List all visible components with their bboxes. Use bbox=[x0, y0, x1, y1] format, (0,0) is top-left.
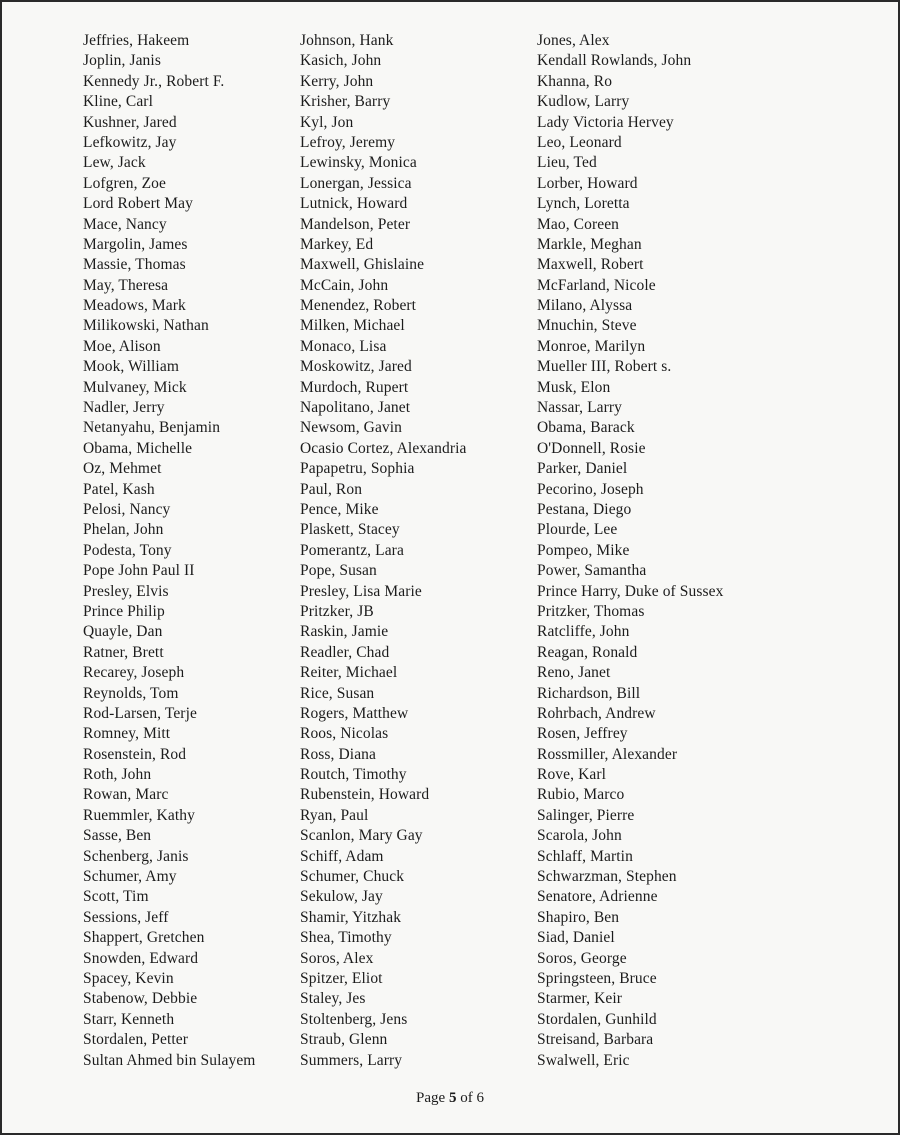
name-entry: Netanyahu, Benjamin bbox=[83, 419, 221, 437]
name-entry: Sultan Ahmed bin Sulayem bbox=[83, 1051, 256, 1069]
name-entry: Lord Robert May bbox=[83, 195, 193, 213]
name-entry: Pelosi, Nancy bbox=[83, 500, 171, 518]
name-row bbox=[2, 643, 898, 663]
name-entry: Rossmiller, Alexander bbox=[537, 745, 678, 763]
name-entry: Ocasio Cortez, Alexandria bbox=[300, 439, 467, 457]
name-entry: Rod-Larsen, Terje bbox=[83, 704, 197, 722]
name-entry: Stordalen, Petter bbox=[83, 1031, 189, 1049]
name-entry: Phelan, John bbox=[83, 521, 164, 539]
name-entry: Khanna, Ro bbox=[537, 72, 613, 90]
name-entry: Mace, Nancy bbox=[83, 215, 167, 233]
name-entry: Pestana, Diego bbox=[537, 500, 632, 518]
name-entry: Lady Victoria Hervey bbox=[537, 113, 674, 131]
name-entry: Swalwell, Eric bbox=[537, 1051, 630, 1069]
name-row bbox=[2, 194, 898, 214]
name-entry: McCain, John bbox=[300, 276, 389, 294]
name-row bbox=[2, 806, 898, 826]
name-entry: Shea, Timothy bbox=[300, 929, 392, 947]
name-entry: Monroe, Marilyn bbox=[537, 337, 646, 355]
name-row bbox=[2, 520, 898, 540]
name-entry: Paul, Ron bbox=[300, 480, 363, 498]
name-entry: Monaco, Lisa bbox=[300, 337, 387, 355]
name-row bbox=[2, 92, 898, 112]
name-entry: Rice, Susan bbox=[300, 684, 375, 702]
name-entry: Staley, Jes bbox=[300, 990, 366, 1008]
name-entry: Starr, Kenneth bbox=[83, 1010, 175, 1028]
name-entry: Stabenow, Debbie bbox=[83, 990, 198, 1008]
name-entry: Presley, Lisa Marie bbox=[300, 582, 422, 600]
name-entry: Raskin, Jamie bbox=[300, 623, 389, 641]
name-entry: Plaskett, Stacey bbox=[300, 521, 400, 539]
name-row bbox=[2, 602, 898, 622]
name-entry: Pritzker, Thomas bbox=[537, 602, 645, 620]
name-entry: Lefroy, Jeremy bbox=[300, 133, 396, 151]
name-entry: Soros, George bbox=[537, 949, 627, 967]
name-row bbox=[2, 133, 898, 153]
name-row bbox=[2, 724, 898, 744]
name-row bbox=[2, 72, 898, 92]
name-entry: Romney, Mitt bbox=[83, 725, 171, 743]
name-entry: Ross, Diana bbox=[300, 745, 377, 763]
name-entry: Mnuchin, Steve bbox=[537, 317, 637, 335]
name-entry: Sekulow, Jay bbox=[300, 888, 383, 906]
name-entry: Reagan, Ronald bbox=[537, 643, 638, 661]
name-entry: Schumer, Chuck bbox=[300, 868, 405, 886]
name-row bbox=[2, 684, 898, 704]
name-entry: Lynch, Loretta bbox=[537, 195, 630, 213]
page-current: 5 bbox=[448, 1090, 457, 1106]
name-entry: Ratner, Brett bbox=[83, 643, 164, 661]
name-entry: Lonergan, Jessica bbox=[300, 174, 412, 192]
name-entry: Recarey, Joseph bbox=[83, 664, 185, 682]
name-entry: Schumer, Amy bbox=[83, 868, 177, 886]
name-row bbox=[2, 500, 898, 520]
name-entry: Quayle, Dan bbox=[83, 623, 163, 641]
name-row bbox=[2, 847, 898, 867]
name-entry: Kushner, Jared bbox=[83, 113, 177, 131]
name-row bbox=[2, 1051, 898, 1071]
name-entry: Parker, Daniel bbox=[537, 460, 628, 478]
name-entry: Roos, Nicolas bbox=[300, 725, 389, 743]
name-row bbox=[2, 622, 898, 642]
name-entry: Markle, Meghan bbox=[537, 235, 642, 253]
name-entry: Pompeo, Mike bbox=[537, 541, 630, 559]
name-entry: Stordalen, Gunhild bbox=[537, 1010, 657, 1028]
name-entry: Murdoch, Rupert bbox=[300, 378, 409, 396]
name-row bbox=[2, 357, 898, 377]
name-row bbox=[2, 174, 898, 194]
name-entry: Massie, Thomas bbox=[83, 256, 186, 274]
name-entry: Scanlon, Mary Gay bbox=[300, 827, 423, 845]
name-row bbox=[2, 561, 898, 581]
name-entry: Kudlow, Larry bbox=[537, 93, 630, 111]
name-entry: Lefkowitz, Jay bbox=[83, 133, 177, 151]
name-entry: Kasich, John bbox=[300, 52, 382, 70]
name-entry: Rosen, Jeffrey bbox=[537, 725, 628, 743]
name-entry: Margolin, James bbox=[83, 235, 188, 253]
name-entry: Milano, Alyssa bbox=[537, 297, 633, 315]
name-row bbox=[2, 113, 898, 133]
name-entry: Pomerantz, Lara bbox=[300, 541, 404, 559]
name-row bbox=[2, 480, 898, 500]
name-entry: Joplin, Janis bbox=[83, 52, 161, 70]
name-row bbox=[2, 337, 898, 357]
name-row bbox=[2, 969, 898, 989]
name-entry: Snowden, Edward bbox=[83, 949, 199, 967]
name-entry: Obama, Barack bbox=[537, 419, 635, 437]
name-entry: Napolitano, Janet bbox=[300, 399, 411, 417]
name-entry: Readler, Chad bbox=[300, 643, 390, 661]
name-row bbox=[2, 439, 898, 459]
name-row bbox=[2, 765, 898, 785]
name-entry: Rogers, Matthew bbox=[300, 704, 409, 722]
name-row bbox=[2, 663, 898, 683]
name-entry: Patel, Kash bbox=[83, 480, 155, 498]
name-entry: Maxwell, Robert bbox=[537, 256, 644, 274]
name-entry: Leo, Leonard bbox=[537, 133, 622, 151]
name-entry: Kendall Rowlands, John bbox=[537, 52, 692, 70]
name-entry: Rosenstein, Rod bbox=[83, 745, 187, 763]
name-entry: Lutnick, Howard bbox=[300, 195, 408, 213]
name-entry: Nadler, Jerry bbox=[83, 399, 165, 417]
name-entry: Moskowitz, Jared bbox=[300, 358, 412, 376]
name-entry: O'Donnell, Rosie bbox=[537, 439, 646, 457]
name-entry: Mao, Coreen bbox=[537, 215, 620, 233]
name-entry: Podesta, Tony bbox=[83, 541, 172, 559]
name-row bbox=[2, 908, 898, 928]
name-entry: Oz, Mehmet bbox=[83, 460, 162, 478]
name-entry: Sessions, Jeff bbox=[83, 908, 169, 926]
name-row bbox=[2, 826, 898, 846]
name-entry: May, Theresa bbox=[83, 276, 169, 294]
name-entry: Rove, Karl bbox=[537, 766, 607, 784]
name-entry: Shappert, Gretchen bbox=[83, 929, 205, 947]
name-entry: Pope John Paul II bbox=[83, 562, 195, 580]
name-row bbox=[2, 541, 898, 561]
name-row bbox=[2, 949, 898, 969]
name-row bbox=[2, 276, 898, 296]
name-row bbox=[2, 785, 898, 805]
name-entry: Straub, Glenn bbox=[300, 1031, 388, 1049]
name-entry: Schiff, Adam bbox=[300, 847, 384, 865]
name-row bbox=[2, 745, 898, 765]
name-entry: Nassar, Larry bbox=[537, 399, 623, 417]
name-row bbox=[2, 887, 898, 907]
name-entry: Pope, Susan bbox=[300, 562, 377, 580]
name-entry: Pritzker, JB bbox=[300, 602, 374, 620]
name-entry: Menendez, Robert bbox=[300, 297, 417, 315]
name-entry: Prince Harry, Duke of Sussex bbox=[537, 582, 724, 600]
name-entry: Pence, Mike bbox=[300, 500, 379, 518]
page-number bbox=[2, 1090, 898, 1107]
page-middle: of bbox=[456, 1090, 477, 1106]
name-entry: Summers, Larry bbox=[300, 1051, 403, 1069]
name-entry: Kerry, John bbox=[300, 72, 374, 90]
name-entry: Soros, Alex bbox=[300, 949, 374, 967]
name-row bbox=[2, 296, 898, 316]
name-entry: Rohrbach, Andrew bbox=[537, 704, 656, 722]
name-row bbox=[2, 867, 898, 887]
name-entry: McFarland, Nicole bbox=[537, 276, 656, 294]
name-entry: Presley, Elvis bbox=[83, 582, 169, 600]
name-row bbox=[2, 255, 898, 275]
name-entry: Reiter, Michael bbox=[300, 664, 398, 682]
name-entry: Power, Samantha bbox=[537, 562, 647, 580]
name-entry: Jeffries, Hakeem bbox=[83, 32, 190, 49]
name-row bbox=[2, 316, 898, 336]
name-entry: Roth, John bbox=[83, 766, 152, 784]
name-row bbox=[2, 582, 898, 602]
name-entry: Richardson, Bill bbox=[537, 684, 641, 702]
name-entry: Maxwell, Ghislaine bbox=[300, 256, 425, 274]
name-entry: Springsteen, Bruce bbox=[537, 969, 657, 987]
name-row bbox=[2, 378, 898, 398]
name-entry: Scarola, John bbox=[537, 827, 622, 845]
name-entry: Shapiro, Ben bbox=[537, 908, 620, 926]
name-entry: Mueller III, Robert s. bbox=[537, 358, 672, 376]
name-row bbox=[2, 153, 898, 173]
name-row bbox=[2, 398, 898, 418]
name-entry: Sasse, Ben bbox=[83, 827, 152, 845]
name-entry: Johnson, Hank bbox=[300, 32, 394, 49]
name-row bbox=[2, 704, 898, 724]
name-entry: Salinger, Pierre bbox=[537, 806, 635, 824]
name-entry: Moe, Alison bbox=[83, 337, 161, 355]
name-entry: Pecorino, Joseph bbox=[537, 480, 644, 498]
name-entry: Shamir, Yitzhak bbox=[300, 908, 402, 926]
name-entry: Milikowski, Nathan bbox=[83, 317, 209, 335]
name-entry: Starmer, Keir bbox=[537, 990, 623, 1008]
name-row bbox=[2, 1010, 898, 1030]
name-entry: Krisher, Barry bbox=[300, 93, 391, 111]
name-list bbox=[2, 31, 898, 1071]
name-entry: Rubio, Marco bbox=[537, 786, 625, 804]
name-entry: Prince Philip bbox=[83, 602, 165, 620]
name-entry: Rubenstein, Howard bbox=[300, 786, 430, 804]
name-row bbox=[2, 418, 898, 438]
name-entry: Kyl, Jon bbox=[300, 113, 354, 131]
name-entry: Musk, Elon bbox=[537, 378, 611, 396]
name-entry: Ryan, Paul bbox=[300, 806, 369, 824]
page-total: 6 bbox=[476, 1090, 484, 1106]
name-row bbox=[2, 989, 898, 1009]
name-entry: Schenberg, Janis bbox=[83, 847, 189, 865]
name-entry: Streisand, Barbara bbox=[537, 1031, 654, 1049]
name-row bbox=[2, 928, 898, 948]
name-row bbox=[2, 459, 898, 479]
name-entry: Ratcliffe, John bbox=[537, 623, 630, 641]
name-entry: Rowan, Marc bbox=[83, 786, 169, 804]
name-entry: Lew, Jack bbox=[83, 154, 146, 172]
name-entry: Kline, Carl bbox=[83, 93, 153, 111]
name-entry: Senatore, Adrienne bbox=[537, 888, 658, 906]
name-entry: Newsom, Gavin bbox=[300, 419, 403, 437]
name-entry: Markey, Ed bbox=[300, 235, 374, 253]
name-entry: Reno, Janet bbox=[537, 664, 611, 682]
name-entry: Lorber, Howard bbox=[537, 174, 638, 192]
name-entry: Ruemmler, Kathy bbox=[83, 806, 195, 824]
name-row bbox=[2, 31, 898, 51]
name-entry: Jones, Alex bbox=[537, 32, 610, 49]
name-entry: Mandelson, Peter bbox=[300, 215, 411, 233]
name-entry: Schlaff, Martin bbox=[537, 847, 633, 865]
name-entry: Mook, William bbox=[83, 358, 179, 376]
name-row bbox=[2, 1030, 898, 1050]
name-entry: Lofgren, Zoe bbox=[83, 174, 166, 192]
name-entry: Schwarzman, Stephen bbox=[537, 868, 677, 886]
name-entry: Spacey, Kevin bbox=[83, 969, 174, 987]
name-entry: Papapetru, Sophia bbox=[300, 460, 415, 478]
name-entry: Obama, Michelle bbox=[83, 439, 193, 457]
name-entry: Stoltenberg, Jens bbox=[300, 1010, 408, 1028]
name-entry: Scott, Tim bbox=[83, 888, 149, 906]
name-entry: Mulvaney, Mick bbox=[83, 378, 187, 396]
name-row bbox=[2, 51, 898, 71]
page-prefix: Page bbox=[416, 1090, 449, 1106]
name-entry: Lieu, Ted bbox=[537, 154, 597, 172]
name-entry: Meadows, Mark bbox=[83, 297, 186, 315]
name-row bbox=[2, 235, 898, 255]
name-row bbox=[2, 215, 898, 235]
name-entry: Lewinsky, Monica bbox=[300, 154, 417, 172]
name-entry: Kennedy Jr., Robert F. bbox=[83, 72, 225, 90]
name-entry: Routch, Timothy bbox=[300, 766, 407, 784]
name-entry: Milken, Michael bbox=[300, 317, 405, 335]
name-entry: Plourde, Lee bbox=[537, 521, 618, 539]
name-entry: Siad, Daniel bbox=[537, 929, 615, 947]
name-entry: Spitzer, Eliot bbox=[300, 969, 383, 987]
name-entry: Reynolds, Tom bbox=[83, 684, 179, 702]
